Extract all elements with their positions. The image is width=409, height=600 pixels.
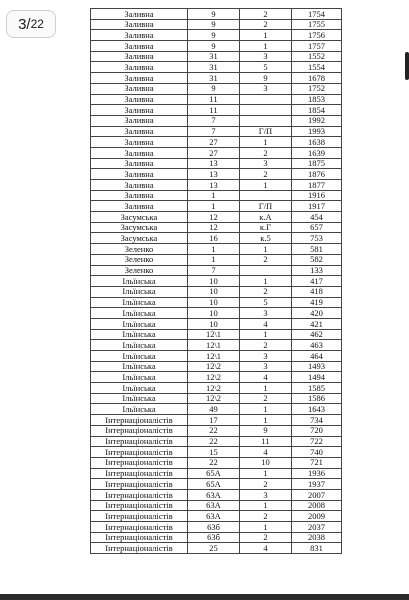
building-cell: 3: [240, 361, 292, 372]
street-cell: Інтернаціоналістів: [91, 532, 188, 543]
house-cell: 1: [188, 201, 240, 212]
street-cell: Інтернаціоналістів: [91, 500, 188, 511]
number-cell: 753: [292, 233, 342, 244]
number-cell: 1585: [292, 383, 342, 394]
house-cell: 12: [188, 222, 240, 233]
table-row: [91, 83, 342, 94]
table-row: [91, 244, 342, 255]
building-cell: 2: [240, 286, 292, 297]
building-cell: 2: [240, 19, 292, 30]
street-cell: Заливна: [91, 190, 188, 201]
street-cell: Заливна: [91, 126, 188, 137]
building-cell: 4: [240, 318, 292, 329]
house-cell: 9: [188, 9, 240, 20]
house-cell: 63б: [188, 532, 240, 543]
table-row: [91, 254, 342, 265]
table-row: [91, 19, 342, 30]
street-cell: Заливна: [91, 19, 188, 30]
house-cell: 15: [188, 447, 240, 458]
table-row: [91, 276, 342, 287]
number-cell: 1638: [292, 137, 342, 148]
table-row: [91, 383, 342, 394]
building-cell: 2: [240, 532, 292, 543]
street-cell: Інтернаціоналістів: [91, 489, 188, 500]
building-cell: [240, 105, 292, 116]
number-cell: 1493: [292, 361, 342, 372]
table-row: [91, 532, 342, 543]
street-cell: Заливна: [91, 137, 188, 148]
table-row: [91, 340, 342, 351]
street-cell: Ільїнська: [91, 286, 188, 297]
number-cell: 1757: [292, 41, 342, 52]
number-cell: 464: [292, 351, 342, 362]
house-cell: 7: [188, 126, 240, 137]
house-cell: 63б: [188, 522, 240, 533]
number-cell: 2008: [292, 500, 342, 511]
number-cell: 1875: [292, 158, 342, 169]
table-row: [91, 169, 342, 180]
house-cell: 12: [188, 212, 240, 223]
street-cell: Заливна: [91, 73, 188, 84]
number-cell: 419: [292, 297, 342, 308]
house-cell: 11: [188, 94, 240, 105]
building-cell: 5: [240, 297, 292, 308]
table-row: [91, 94, 342, 105]
building-cell: 1: [240, 244, 292, 255]
street-cell: Заливна: [91, 105, 188, 116]
table-row: [91, 105, 342, 116]
street-cell: Заливна: [91, 169, 188, 180]
number-cell: 1678: [292, 73, 342, 84]
number-cell: 1755: [292, 19, 342, 30]
house-cell: 22: [188, 425, 240, 436]
table-row: [91, 500, 342, 511]
number-cell: 1639: [292, 147, 342, 158]
table-row: [91, 286, 342, 297]
house-cell: 1: [188, 254, 240, 265]
number-cell: 1917: [292, 201, 342, 212]
number-cell: 2037: [292, 522, 342, 533]
house-cell: 9: [188, 41, 240, 52]
building-cell: 4: [240, 447, 292, 458]
house-cell: 10: [188, 276, 240, 287]
number-cell: 420: [292, 308, 342, 319]
house-cell: 10: [188, 308, 240, 319]
building-cell: 11: [240, 436, 292, 447]
building-cell: 9: [240, 73, 292, 84]
street-cell: Інтернаціоналістів: [91, 415, 188, 426]
house-cell: 10: [188, 286, 240, 297]
number-cell: 2009: [292, 511, 342, 522]
table-row: [91, 115, 342, 126]
building-cell: к.Г: [240, 222, 292, 233]
table-row: [91, 201, 342, 212]
table-row: [91, 479, 342, 490]
number-cell: 734: [292, 415, 342, 426]
building-cell: [240, 115, 292, 126]
building-cell: 3: [240, 351, 292, 362]
table-row: [91, 62, 342, 73]
street-cell: Ільїнська: [91, 372, 188, 383]
building-cell: 1: [240, 500, 292, 511]
number-cell: 462: [292, 329, 342, 340]
scrollbar-thumb[interactable]: [405, 52, 409, 80]
number-cell: 581: [292, 244, 342, 255]
number-cell: 1756: [292, 30, 342, 41]
house-cell: 25: [188, 543, 240, 554]
street-cell: Ільїнська: [91, 404, 188, 415]
street-cell: Заливна: [91, 62, 188, 73]
number-cell: 582: [292, 254, 342, 265]
house-cell: 65А: [188, 468, 240, 479]
street-cell: Засумська: [91, 212, 188, 223]
house-cell: 31: [188, 51, 240, 62]
building-cell: 2: [240, 254, 292, 265]
street-cell: Інтернаціоналістів: [91, 468, 188, 479]
table-row: [91, 522, 342, 533]
street-cell: Ільїнська: [91, 340, 188, 351]
street-cell: Ільїнська: [91, 361, 188, 372]
street-cell: Інтернаціоналістів: [91, 425, 188, 436]
number-cell: 1916: [292, 190, 342, 201]
street-cell: Заливна: [91, 51, 188, 62]
table-row: [91, 489, 342, 500]
table-row: [91, 318, 342, 329]
street-cell: Засумська: [91, 233, 188, 244]
table-row: [91, 212, 342, 223]
total-pages-number: 22: [30, 17, 44, 31]
table-row: [91, 137, 342, 148]
house-cell: 12\2: [188, 372, 240, 383]
number-cell: 417: [292, 276, 342, 287]
building-cell: 2: [240, 511, 292, 522]
number-cell: 1992: [292, 115, 342, 126]
table-row: [91, 297, 342, 308]
building-cell: 2: [240, 147, 292, 158]
table-row: [91, 372, 342, 383]
table-row: [91, 73, 342, 84]
building-cell: 1: [240, 415, 292, 426]
number-cell: 720: [292, 425, 342, 436]
table-row: [91, 158, 342, 169]
street-cell: Інтернаціоналістів: [91, 511, 188, 522]
table-row: [91, 468, 342, 479]
house-cell: 12\1: [188, 351, 240, 362]
table-row: [91, 265, 342, 276]
number-cell: 1937: [292, 479, 342, 490]
table-row: [91, 329, 342, 340]
building-cell: 1: [240, 30, 292, 41]
number-cell: 421: [292, 318, 342, 329]
number-cell: 463: [292, 340, 342, 351]
number-cell: 1854: [292, 105, 342, 116]
bottom-toolbar-edge: [0, 594, 409, 600]
table-row: [91, 30, 342, 41]
house-cell: 13: [188, 180, 240, 191]
table-row: [91, 41, 342, 52]
house-cell: 16: [188, 233, 240, 244]
street-cell: Зеленко: [91, 244, 188, 255]
number-cell: 1993: [292, 126, 342, 137]
house-cell: 22: [188, 436, 240, 447]
building-cell: 3: [240, 308, 292, 319]
house-cell: 31: [188, 62, 240, 73]
street-cell: Інтернаціоналістів: [91, 522, 188, 533]
street-cell: Заливна: [91, 9, 188, 20]
building-cell: 1: [240, 329, 292, 340]
house-cell: 13: [188, 158, 240, 169]
street-cell: Ільїнська: [91, 351, 188, 362]
house-cell: 49: [188, 404, 240, 415]
building-cell: 3: [240, 158, 292, 169]
page-separator: /: [26, 15, 31, 33]
house-cell: 11: [188, 105, 240, 116]
building-cell: 5: [240, 62, 292, 73]
number-cell: 133: [292, 265, 342, 276]
table-row: [91, 404, 342, 415]
table-row: [91, 51, 342, 62]
number-cell: 1936: [292, 468, 342, 479]
house-cell: 63А: [188, 489, 240, 500]
number-cell: 1876: [292, 169, 342, 180]
building-cell: 2: [240, 9, 292, 20]
page-indicator: [6, 10, 56, 38]
street-cell: Ільїнська: [91, 393, 188, 404]
number-cell: 657: [292, 222, 342, 233]
table-row: [91, 361, 342, 372]
number-cell: 1494: [292, 372, 342, 383]
street-cell: Заливна: [91, 180, 188, 191]
table-row: [91, 425, 342, 436]
address-table: [90, 8, 342, 554]
table-row: [91, 457, 342, 468]
house-cell: 10: [188, 318, 240, 329]
building-cell: 1: [240, 180, 292, 191]
street-cell: Заливна: [91, 201, 188, 212]
house-cell: 22: [188, 457, 240, 468]
building-cell: [240, 94, 292, 105]
street-cell: Заливна: [91, 30, 188, 41]
building-cell: 1: [240, 383, 292, 394]
table-row: [91, 511, 342, 522]
street-cell: Заливна: [91, 94, 188, 105]
number-cell: 1552: [292, 51, 342, 62]
street-cell: Ільїнська: [91, 383, 188, 394]
house-cell: 12\1: [188, 340, 240, 351]
house-cell: 13: [188, 169, 240, 180]
building-cell: 2: [240, 393, 292, 404]
building-cell: 1: [240, 41, 292, 52]
building-cell: Г/П: [240, 201, 292, 212]
street-cell: Інтернаціоналістів: [91, 436, 188, 447]
building-cell: 1: [240, 276, 292, 287]
street-cell: Засумська: [91, 222, 188, 233]
table-row: [91, 308, 342, 319]
number-cell: 721: [292, 457, 342, 468]
house-cell: 10: [188, 297, 240, 308]
house-cell: 27: [188, 137, 240, 148]
table-row: [91, 180, 342, 191]
building-cell: [240, 265, 292, 276]
street-cell: Ільїнська: [91, 318, 188, 329]
house-cell: 12\2: [188, 393, 240, 404]
street-cell: Заливна: [91, 147, 188, 158]
table-row: [91, 233, 342, 244]
building-cell: 2: [240, 169, 292, 180]
current-page-number: 3: [18, 15, 27, 33]
street-cell: Ільїнська: [91, 276, 188, 287]
table-row: [91, 393, 342, 404]
building-cell: 1: [240, 468, 292, 479]
number-cell: 1877: [292, 180, 342, 191]
building-cell: 3: [240, 83, 292, 94]
house-cell: 9: [188, 83, 240, 94]
street-cell: Ільїнська: [91, 329, 188, 340]
table-row: [91, 147, 342, 158]
house-cell: 12\1: [188, 329, 240, 340]
street-cell: Зеленко: [91, 265, 188, 276]
street-cell: Зеленко: [91, 254, 188, 265]
building-cell: 1: [240, 522, 292, 533]
number-cell: 1586: [292, 393, 342, 404]
table-row: [91, 222, 342, 233]
house-cell: 9: [188, 30, 240, 41]
street-cell: Заливна: [91, 83, 188, 94]
table-row: [91, 543, 342, 554]
table-row: [91, 447, 342, 458]
number-cell: 1752: [292, 83, 342, 94]
building-cell: 9: [240, 425, 292, 436]
table-row: [91, 9, 342, 20]
number-cell: 1754: [292, 9, 342, 20]
house-cell: 65А: [188, 479, 240, 490]
building-cell: 3: [240, 489, 292, 500]
street-cell: Ільїнська: [91, 297, 188, 308]
building-cell: [240, 190, 292, 201]
building-cell: 3: [240, 51, 292, 62]
number-cell: 1643: [292, 404, 342, 415]
house-cell: 12\2: [188, 383, 240, 394]
house-cell: 63А: [188, 511, 240, 522]
number-cell: 1853: [292, 94, 342, 105]
number-cell: 740: [292, 447, 342, 458]
building-cell: 1: [240, 404, 292, 415]
table-row: [91, 436, 342, 447]
house-cell: 7: [188, 115, 240, 126]
house-cell: 63А: [188, 500, 240, 511]
address-table-body: [91, 9, 342, 554]
street-cell: Заливна: [91, 158, 188, 169]
building-cell: 10: [240, 457, 292, 468]
house-cell: 1: [188, 244, 240, 255]
house-cell: 31: [188, 73, 240, 84]
street-cell: Інтернаціоналістів: [91, 543, 188, 554]
number-cell: 831: [292, 543, 342, 554]
table-row: [91, 190, 342, 201]
number-cell: 454: [292, 212, 342, 223]
building-cell: 2: [240, 340, 292, 351]
building-cell: 2: [240, 479, 292, 490]
table-row: [91, 351, 342, 362]
table-row: [91, 126, 342, 137]
house-cell: 12\2: [188, 361, 240, 372]
street-cell: Інтернаціоналістів: [91, 447, 188, 458]
building-cell: к.А: [240, 212, 292, 223]
building-cell: 4: [240, 372, 292, 383]
number-cell: 2038: [292, 532, 342, 543]
house-cell: 27: [188, 147, 240, 158]
street-cell: Інтернаціоналістів: [91, 479, 188, 490]
number-cell: 2007: [292, 489, 342, 500]
number-cell: 1554: [292, 62, 342, 73]
building-cell: 1: [240, 137, 292, 148]
number-cell: 418: [292, 286, 342, 297]
house-cell: 1: [188, 190, 240, 201]
street-cell: Ільїнська: [91, 308, 188, 319]
house-cell: 9: [188, 19, 240, 30]
street-cell: Заливна: [91, 115, 188, 126]
street-cell: Інтернаціоналістів: [91, 457, 188, 468]
building-cell: 4: [240, 543, 292, 554]
table-row: [91, 415, 342, 426]
number-cell: 722: [292, 436, 342, 447]
house-cell: 7: [188, 265, 240, 276]
street-cell: Заливна: [91, 41, 188, 52]
building-cell: к.5: [240, 233, 292, 244]
house-cell: 17: [188, 415, 240, 426]
building-cell: Г/П: [240, 126, 292, 137]
